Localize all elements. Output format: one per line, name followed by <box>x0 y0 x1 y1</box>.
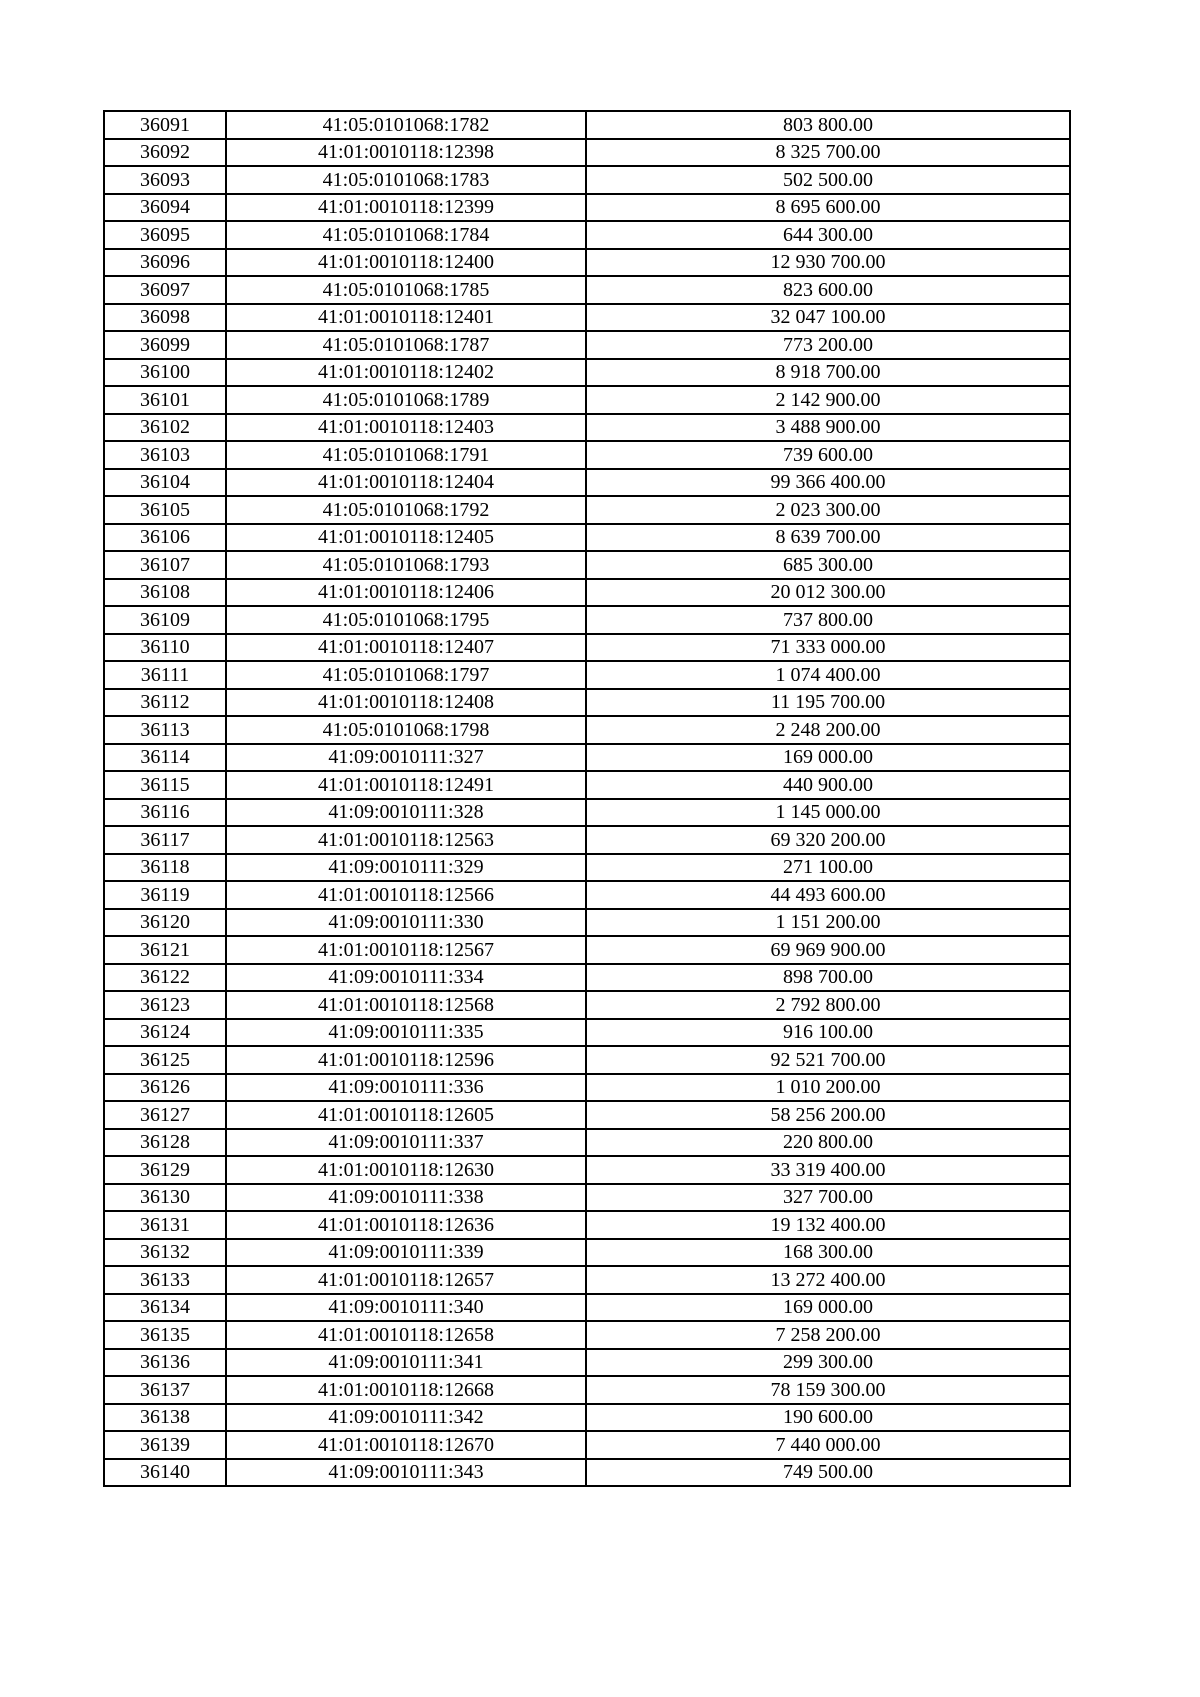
table-row <box>104 359 1070 387</box>
table-row <box>104 304 1070 332</box>
table-row <box>104 716 1070 744</box>
cadastral-value-cell: 19 132 400.00 <box>586 1211 1070 1239</box>
cadastral-number-cell: 41:01:0010118:12398 <box>226 139 586 167</box>
cadastral-value-cell: 71 333 000.00 <box>586 634 1070 662</box>
cadastral-value-cell: 11 195 700.00 <box>586 689 1070 717</box>
row-number-cell: 36133 <box>104 1266 226 1294</box>
cadastral-number-cell: 41:01:0010118:12563 <box>226 826 586 854</box>
cadastral-value-cell: 1 151 200.00 <box>586 909 1070 937</box>
cadastral-number-cell: 41:01:0010118:12399 <box>226 194 586 222</box>
cadastral-value-cell: 823 600.00 <box>586 276 1070 304</box>
table-row <box>104 276 1070 304</box>
row-number-cell: 36117 <box>104 826 226 854</box>
cadastral-number-cell: 41:01:0010118:12605 <box>226 1101 586 1129</box>
table-row <box>104 1046 1070 1074</box>
table-row <box>104 1376 1070 1404</box>
cadastral-value-cell: 299 300.00 <box>586 1349 1070 1377</box>
table-row <box>104 881 1070 909</box>
row-number-cell: 36095 <box>104 221 226 249</box>
cadastral-number-cell: 41:09:0010111:335 <box>226 1019 586 1047</box>
cadastral-value-table <box>103 110 1071 1487</box>
cadastral-number-cell: 41:09:0010111:336 <box>226 1074 586 1102</box>
cadastral-value-cell: 8 325 700.00 <box>586 139 1070 167</box>
cadastral-value-cell: 3 488 900.00 <box>586 414 1070 442</box>
table-row <box>104 1156 1070 1184</box>
table-row <box>104 579 1070 607</box>
cadastral-value-cell: 33 319 400.00 <box>586 1156 1070 1184</box>
cadastral-number-cell: 41:01:0010118:12403 <box>226 414 586 442</box>
table-row <box>104 551 1070 579</box>
row-number-cell: 36092 <box>104 139 226 167</box>
cadastral-number-cell: 41:01:0010118:12402 <box>226 359 586 387</box>
cadastral-number-cell: 41:05:0101068:1784 <box>226 221 586 249</box>
cadastral-number-cell: 41:09:0010111:327 <box>226 744 586 772</box>
table-row <box>104 854 1070 882</box>
table-row <box>104 1294 1070 1322</box>
cadastral-value-cell: 32 047 100.00 <box>586 304 1070 332</box>
table-row <box>104 799 1070 827</box>
cadastral-number-cell: 41:05:0101068:1792 <box>226 496 586 524</box>
row-number-cell: 36101 <box>104 386 226 414</box>
table-row <box>104 1019 1070 1047</box>
table-row <box>104 771 1070 799</box>
row-number-cell: 36097 <box>104 276 226 304</box>
row-number-cell: 36106 <box>104 524 226 552</box>
cadastral-value-cell: 58 256 200.00 <box>586 1101 1070 1129</box>
row-number-cell: 36110 <box>104 634 226 662</box>
cadastral-number-cell: 41:01:0010118:12636 <box>226 1211 586 1239</box>
row-number-cell: 36114 <box>104 744 226 772</box>
cadastral-value-cell: 7 258 200.00 <box>586 1321 1070 1349</box>
row-number-cell: 36096 <box>104 249 226 277</box>
row-number-cell: 36122 <box>104 964 226 992</box>
row-number-cell: 36121 <box>104 936 226 964</box>
row-number-cell: 36130 <box>104 1184 226 1212</box>
cadastral-number-cell: 41:09:0010111:330 <box>226 909 586 937</box>
table-row <box>104 1129 1070 1157</box>
cadastral-number-cell: 41:09:0010111:339 <box>226 1239 586 1267</box>
row-number-cell: 36100 <box>104 359 226 387</box>
row-number-cell: 36123 <box>104 991 226 1019</box>
cadastral-number-cell: 41:01:0010118:12407 <box>226 634 586 662</box>
cadastral-number-cell: 41:09:0010111:343 <box>226 1459 586 1487</box>
row-number-cell: 36135 <box>104 1321 226 1349</box>
cadastral-number-cell: 41:01:0010118:12408 <box>226 689 586 717</box>
row-number-cell: 36104 <box>104 469 226 497</box>
row-number-cell: 36132 <box>104 1239 226 1267</box>
cadastral-number-cell: 41:09:0010111:338 <box>226 1184 586 1212</box>
table-row <box>104 441 1070 469</box>
cadastral-value-cell: 1 074 400.00 <box>586 661 1070 689</box>
cadastral-value-cell: 2 248 200.00 <box>586 716 1070 744</box>
cadastral-number-cell: 41:09:0010111:328 <box>226 799 586 827</box>
cadastral-number-cell: 41:05:0101068:1783 <box>226 166 586 194</box>
table-row <box>104 1266 1070 1294</box>
cadastral-value-cell: 20 012 300.00 <box>586 579 1070 607</box>
row-number-cell: 36091 <box>104 111 226 139</box>
table-row <box>104 744 1070 772</box>
table-row <box>104 1239 1070 1267</box>
cadastral-number-cell: 41:01:0010118:12670 <box>226 1431 586 1459</box>
cadastral-number-cell: 41:01:0010118:12405 <box>226 524 586 552</box>
row-number-cell: 36111 <box>104 661 226 689</box>
table-body <box>104 111 1070 1486</box>
cadastral-number-cell: 41:05:0101068:1795 <box>226 606 586 634</box>
cadastral-number-cell: 41:05:0101068:1798 <box>226 716 586 744</box>
cadastral-value-cell: 169 000.00 <box>586 1294 1070 1322</box>
table-row <box>104 964 1070 992</box>
row-number-cell: 36137 <box>104 1376 226 1404</box>
table-row <box>104 826 1070 854</box>
table-row <box>104 1211 1070 1239</box>
cadastral-value-cell: 12 930 700.00 <box>586 249 1070 277</box>
cadastral-value-cell: 220 800.00 <box>586 1129 1070 1157</box>
row-number-cell: 36108 <box>104 579 226 607</box>
row-number-cell: 36118 <box>104 854 226 882</box>
cadastral-number-cell: 41:09:0010111:337 <box>226 1129 586 1157</box>
cadastral-value-cell: 749 500.00 <box>586 1459 1070 1487</box>
cadastral-number-cell: 41:09:0010111:329 <box>226 854 586 882</box>
table-row <box>104 606 1070 634</box>
row-number-cell: 36109 <box>104 606 226 634</box>
cadastral-number-cell: 41:05:0101068:1785 <box>226 276 586 304</box>
table-row <box>104 139 1070 167</box>
cadastral-number-cell: 41:01:0010118:12491 <box>226 771 586 799</box>
cadastral-number-cell: 41:05:0101068:1797 <box>226 661 586 689</box>
table-row <box>104 496 1070 524</box>
cadastral-number-cell: 41:05:0101068:1789 <box>226 386 586 414</box>
table-row <box>104 1321 1070 1349</box>
table-row <box>104 166 1070 194</box>
table-row <box>104 221 1070 249</box>
row-number-cell: 36094 <box>104 194 226 222</box>
cadastral-number-cell: 41:09:0010111:342 <box>226 1404 586 1432</box>
cadastral-number-cell: 41:09:0010111:334 <box>226 964 586 992</box>
row-number-cell: 36099 <box>104 331 226 359</box>
cadastral-value-cell: 685 300.00 <box>586 551 1070 579</box>
row-number-cell: 36139 <box>104 1431 226 1459</box>
row-number-cell: 36131 <box>104 1211 226 1239</box>
table-row <box>104 249 1070 277</box>
table-row <box>104 1404 1070 1432</box>
cadastral-number-cell: 41:01:0010118:12406 <box>226 579 586 607</box>
cadastral-number-cell: 41:01:0010118:12630 <box>226 1156 586 1184</box>
cadastral-value-cell: 2 023 300.00 <box>586 496 1070 524</box>
cadastral-number-cell: 41:01:0010118:12658 <box>226 1321 586 1349</box>
cadastral-value-cell: 803 800.00 <box>586 111 1070 139</box>
row-number-cell: 36107 <box>104 551 226 579</box>
table-row <box>104 991 1070 1019</box>
cadastral-number-cell: 41:01:0010118:12566 <box>226 881 586 909</box>
row-number-cell: 36124 <box>104 1019 226 1047</box>
cadastral-number-cell: 41:01:0010118:12668 <box>226 1376 586 1404</box>
cadastral-value-cell: 8 918 700.00 <box>586 359 1070 387</box>
cadastral-value-cell: 190 600.00 <box>586 1404 1070 1432</box>
cadastral-number-cell: 41:05:0101068:1787 <box>226 331 586 359</box>
cadastral-value-cell: 1 145 000.00 <box>586 799 1070 827</box>
cadastral-value-cell: 8 639 700.00 <box>586 524 1070 552</box>
row-number-cell: 36119 <box>104 881 226 909</box>
row-number-cell: 36112 <box>104 689 226 717</box>
row-number-cell: 36136 <box>104 1349 226 1377</box>
cadastral-value-cell: 898 700.00 <box>586 964 1070 992</box>
row-number-cell: 36098 <box>104 304 226 332</box>
cadastral-number-cell: 41:01:0010118:12400 <box>226 249 586 277</box>
row-number-cell: 36105 <box>104 496 226 524</box>
cadastral-number-cell: 41:01:0010118:12567 <box>226 936 586 964</box>
row-number-cell: 36102 <box>104 414 226 442</box>
table-row <box>104 689 1070 717</box>
table-row <box>104 909 1070 937</box>
table-row <box>104 634 1070 662</box>
row-number-cell: 36134 <box>104 1294 226 1322</box>
row-number-cell: 36093 <box>104 166 226 194</box>
cadastral-value-cell: 739 600.00 <box>586 441 1070 469</box>
cadastral-value-cell: 773 200.00 <box>586 331 1070 359</box>
table-row <box>104 936 1070 964</box>
cadastral-value-cell: 8 695 600.00 <box>586 194 1070 222</box>
cadastral-number-cell: 41:01:0010118:12657 <box>226 1266 586 1294</box>
cadastral-value-cell: 271 100.00 <box>586 854 1070 882</box>
cadastral-number-cell: 41:01:0010118:12401 <box>226 304 586 332</box>
cadastral-number-cell: 41:01:0010118:12404 <box>226 469 586 497</box>
cadastral-value-cell: 440 900.00 <box>586 771 1070 799</box>
table-row <box>104 1074 1070 1102</box>
cadastral-value-cell: 168 300.00 <box>586 1239 1070 1267</box>
cadastral-value-cell: 69 320 200.00 <box>586 826 1070 854</box>
table-row <box>104 661 1070 689</box>
cadastral-number-cell: 41:01:0010118:12596 <box>226 1046 586 1074</box>
cadastral-value-cell: 7 440 000.00 <box>586 1431 1070 1459</box>
cadastral-number-cell: 41:05:0101068:1793 <box>226 551 586 579</box>
table-row <box>104 1431 1070 1459</box>
cadastral-value-cell: 916 100.00 <box>586 1019 1070 1047</box>
table-row <box>104 1349 1070 1377</box>
row-number-cell: 36128 <box>104 1129 226 1157</box>
cadastral-value-cell: 2 792 800.00 <box>586 991 1070 1019</box>
table-row <box>104 469 1070 497</box>
table-row <box>104 524 1070 552</box>
row-number-cell: 36127 <box>104 1101 226 1129</box>
cadastral-value-cell: 13 272 400.00 <box>586 1266 1070 1294</box>
row-number-cell: 36115 <box>104 771 226 799</box>
cadastral-number-cell: 41:05:0101068:1782 <box>226 111 586 139</box>
cadastral-value-cell: 44 493 600.00 <box>586 881 1070 909</box>
table-row <box>104 194 1070 222</box>
cadastral-value-cell: 327 700.00 <box>586 1184 1070 1212</box>
row-number-cell: 36116 <box>104 799 226 827</box>
table-row <box>104 1184 1070 1212</box>
cadastral-value-cell: 69 969 900.00 <box>586 936 1070 964</box>
cadastral-number-cell: 41:09:0010111:341 <box>226 1349 586 1377</box>
table-row <box>104 386 1070 414</box>
table-row <box>104 1101 1070 1129</box>
table-row <box>104 1459 1070 1487</box>
cadastral-value-cell: 502 500.00 <box>586 166 1070 194</box>
row-number-cell: 36140 <box>104 1459 226 1487</box>
cadastral-number-cell: 41:09:0010111:340 <box>226 1294 586 1322</box>
row-number-cell: 36120 <box>104 909 226 937</box>
row-number-cell: 36126 <box>104 1074 226 1102</box>
cadastral-value-cell: 737 800.00 <box>586 606 1070 634</box>
row-number-cell: 36103 <box>104 441 226 469</box>
cadastral-value-cell: 92 521 700.00 <box>586 1046 1070 1074</box>
table-row <box>104 111 1070 139</box>
table-row <box>104 414 1070 442</box>
cadastral-value-cell: 2 142 900.00 <box>586 386 1070 414</box>
row-number-cell: 36129 <box>104 1156 226 1184</box>
cadastral-number-cell: 41:05:0101068:1791 <box>226 441 586 469</box>
cadastral-value-cell: 99 366 400.00 <box>586 469 1070 497</box>
row-number-cell: 36113 <box>104 716 226 744</box>
cadastral-value-cell: 78 159 300.00 <box>586 1376 1070 1404</box>
row-number-cell: 36125 <box>104 1046 226 1074</box>
cadastral-value-cell: 169 000.00 <box>586 744 1070 772</box>
cadastral-value-cell: 1 010 200.00 <box>586 1074 1070 1102</box>
cadastral-value-cell: 644 300.00 <box>586 221 1070 249</box>
table-row <box>104 331 1070 359</box>
row-number-cell: 36138 <box>104 1404 226 1432</box>
cadastral-number-cell: 41:01:0010118:12568 <box>226 991 586 1019</box>
